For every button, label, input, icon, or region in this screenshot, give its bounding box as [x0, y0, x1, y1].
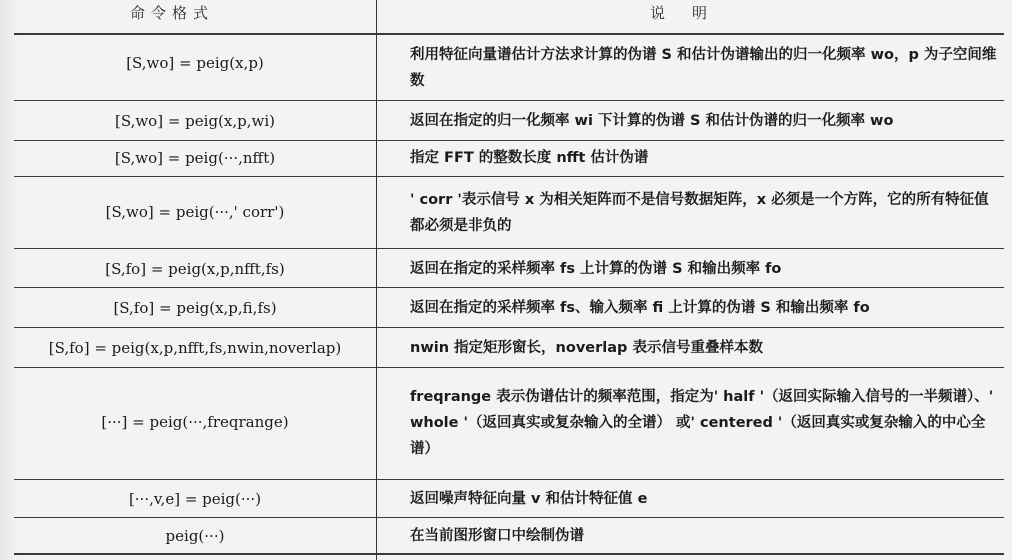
command-cell: peig(···)	[165, 527, 225, 545]
description-cell: 在当前图形窗口中绘制伪谱	[410, 528, 584, 544]
command-cell: [S,fo] = peig(x,p,fi,fs)	[113, 299, 277, 317]
description-cell: 返回噪声特征向量 v 和估计特征值 e	[410, 491, 648, 507]
description-cell: nwin 指定矩形窗长，noverlap 表示信号重叠样本数	[410, 340, 763, 356]
table-row	[0, 288, 1012, 327]
command-cell: [S,fo] = peig(x,p,nfft,fs,nwin,noverlap)	[48, 339, 342, 357]
command-cell: [S,wo] = peig(···,' corr')	[105, 203, 285, 221]
table-row	[0, 177, 1012, 248]
description-cell: 返回在指定的采样频率 fs 上计算的伪谱 S 和输出频率 fo	[410, 261, 782, 277]
table-row	[0, 34, 1012, 100]
header-command-format: 命令格式	[130, 4, 215, 22]
description-cell: ' corr '表示信号 x 为相关矩阵而不是信号数据矩阵，x 必须是一个方阵，它的所有特征值都必须是非负的	[410, 192, 989, 234]
command-cell: [S,wo] = peig(···,nfft)	[114, 149, 276, 167]
header-description: 说 明	[650, 4, 714, 22]
description-cell: 利用特征向量谱估计方法求计算的伪谱 S 和估计伪谱输出的归一化频率 wo，p 为子空间维数	[410, 47, 997, 89]
command-cell: [S,wo] = peig(x,p)	[126, 54, 264, 72]
table-row	[0, 368, 1012, 479]
command-cell: [···,v,e] = peig(···)	[128, 490, 262, 508]
description-cell: 返回在指定的归一化频率 wi 下计算的伪谱 S 和估计伪谱的归一化频率 wo	[410, 113, 894, 129]
table-bottom-rule	[14, 553, 1004, 555]
command-cell: [S,fo] = peig(x,p,nfft,fs)	[105, 260, 285, 278]
description-cell: 指定 FFT 的整数长度 nfft 估计伪谱	[410, 150, 649, 166]
table-row	[0, 480, 1012, 517]
table-row	[0, 101, 1012, 140]
command-cell: [···] = peig(···,freqrange)	[101, 413, 289, 431]
command-cell: [S,wo] = peig(x,p,wi)	[114, 112, 275, 130]
table-row	[0, 249, 1012, 287]
table-row	[0, 328, 1012, 367]
description-cell: 返回在指定的采样频率 fs、输入频率 fi 上计算的伪谱 S 和输出频率 fo	[410, 300, 870, 316]
description-cell: freqrange 表示伪谱估计的频率范围，指定为' half '（返回实际输入信号的一半频谱）、' whole '（返回真实或复杂输入的全谱） 或' centered '（返回真实或复杂输入的中心全谱）	[410, 389, 994, 457]
table-row	[0, 141, 1012, 176]
table-row	[0, 518, 1012, 553]
